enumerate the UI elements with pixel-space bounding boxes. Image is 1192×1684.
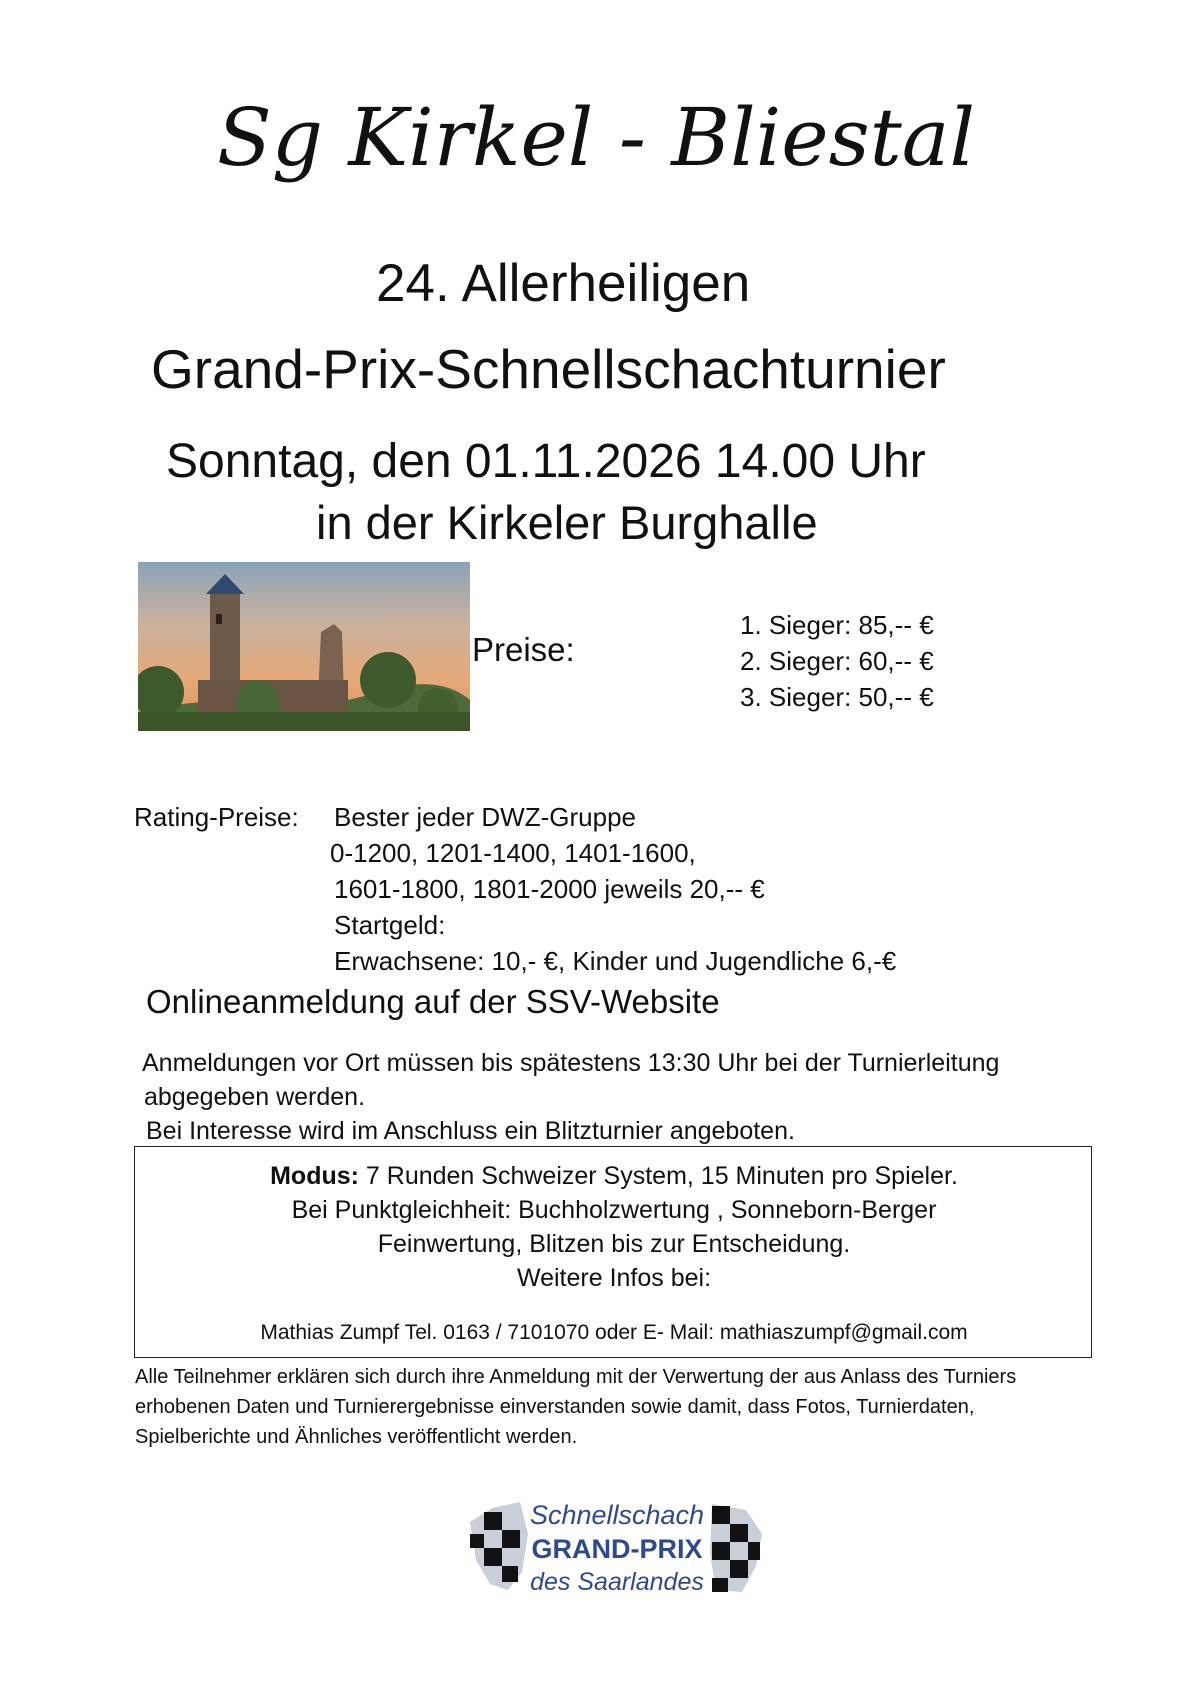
logo-line-2: GRAND-PRIX (531, 1534, 703, 1564)
event-venue: in der Kirkeler Burghalle (316, 496, 818, 549)
rating-prizes-label: Rating-Preise: (134, 802, 299, 832)
registration-notice: abgegeben werden. (144, 1083, 366, 1111)
mode-line (135, 1159, 1093, 1193)
rating-prizes-line: 1601-1800, 1801-2000 jeweils 20,-- € (334, 874, 765, 904)
mode-label: Modus: (270, 1162, 359, 1190)
prize-first: 1. Sieger: 85,-- € (740, 610, 934, 640)
logo-line-3: des Saarlandes (530, 1568, 704, 1596)
prize-third: 3. Sieger: 50,-- € (740, 682, 934, 712)
blitz-notice: Bei Interesse wird im Anschluss ein Blitzturnier angeboten. (146, 1117, 795, 1145)
online-registration: Onlineanmeldung auf der SSV-Website (146, 983, 720, 1020)
castle-photo (138, 562, 470, 731)
disclaimer-line: Spielberichte und Ähnliches veröffentlicht werden. (135, 1426, 578, 1448)
registration-notice: Anmeldungen vor Ort müssen bis spätestens 13:30 Uhr bei der Turnierleitung (142, 1049, 1000, 1077)
entry-fee: Erwachsene: 10,- €, Kinder und Jugendliche 6,-€ (334, 946, 897, 976)
contact-info: Mathias Zumpf Tel. 0163 / 7101070 oder E- Mail: mathiaszumpf@gmail.com (260, 1321, 968, 1344)
logo-line-1: Schnellschach (529, 1500, 705, 1530)
disclaimer-line: erhobenen Daten und Turnierergebnisse einverstanden sowie damit, dass Fotos, Turnierdaten, (135, 1396, 975, 1418)
mode-text: 7 Runden Schweizer System, 15 Minuten pro Spieler. (358, 1162, 958, 1190)
info-label: Weitere Infos bei: (516, 1264, 712, 1292)
prize-second: 2. Sieger: 60,-- € (740, 646, 934, 676)
rating-prizes-line: 0-1200, 1201-1400, 1401-1600, (330, 838, 696, 868)
tiebreak-line: Bei Punktgleichheit: Buchholzwertung , Sonneborn-Berger (291, 1196, 937, 1224)
event-date: Sonntag, den 01.11.2026 14.00 Uhr (166, 435, 926, 488)
entry-fee-label: Startgeld: (334, 910, 446, 940)
tiebreak-line: Feinwertung, Blitzen bis zur Entscheidung. (377, 1230, 851, 1258)
rating-prizes-line: Bester jeder DWZ-Gruppe (334, 802, 636, 832)
disclaimer-line: Alle Teilnehmer erklären sich durch ihre Anmeldung mit der Verwertung der aus Anlass des Turniers (135, 1366, 1017, 1388)
mode-box (134, 1146, 1092, 1358)
prizes-label: Preise: (472, 631, 575, 668)
grandprix-logo (462, 1494, 772, 1604)
club-title: Sg Kirkel - Bliestal (216, 91, 976, 184)
event-type: Grand-Prix-Schnellschachturnier (151, 338, 946, 400)
event-name: 24. Allerheiligen (376, 254, 751, 313)
